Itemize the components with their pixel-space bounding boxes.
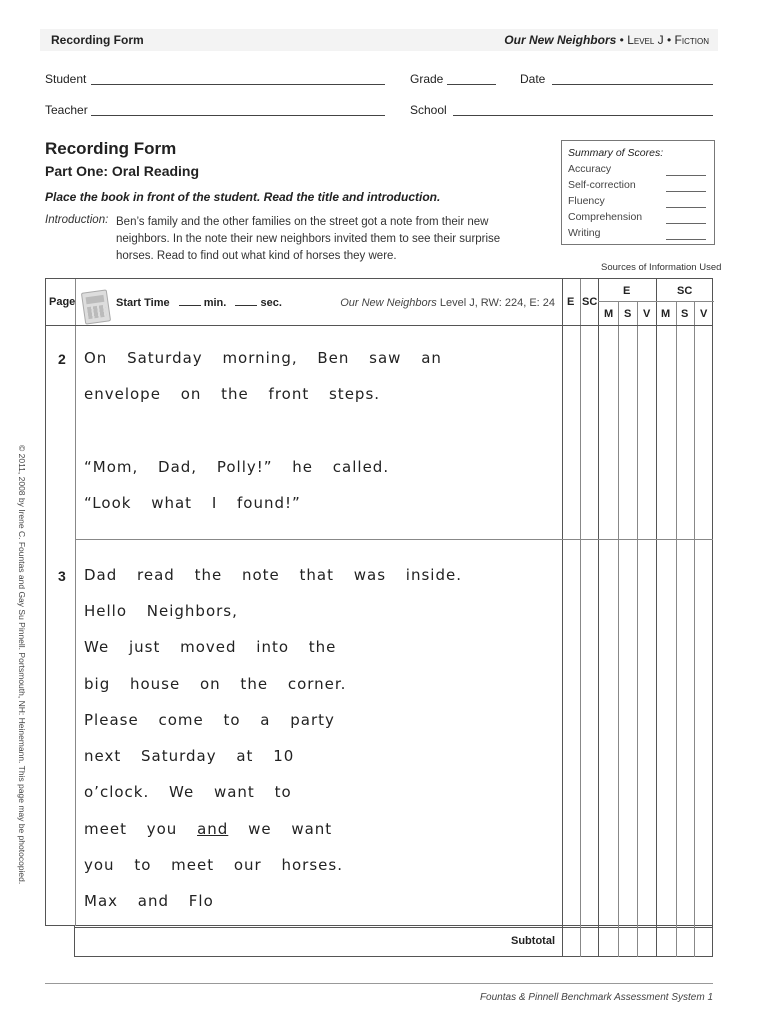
msv-m1: M (604, 308, 614, 320)
book-info-rest: Level J, RW: 224, E: 24 (439, 297, 555, 309)
summary-comprehension: Comprehension (568, 211, 643, 223)
student-label: Student (45, 72, 87, 86)
page-number-3: 3 (58, 568, 66, 584)
min-label: min. (203, 297, 227, 309)
subtotal-group-divider (656, 926, 657, 957)
grade-label: Grade (410, 72, 444, 86)
stopwatch-icon (81, 289, 111, 324)
text-line: Max and Flo (84, 892, 214, 910)
text-line: Dad read the note that was inside. (84, 566, 462, 584)
subtotal-m2-divider (676, 926, 677, 957)
footer-divider (45, 983, 713, 984)
msv-s2: S (681, 308, 689, 320)
text-line: On Saturday morning, Ben saw an (84, 349, 442, 367)
minutes-field[interactable] (179, 305, 201, 306)
subtotal-s2-divider (694, 926, 695, 957)
summary-title: Summary of Scores: (568, 147, 664, 159)
subtotal-m1-divider (618, 926, 619, 957)
header-book-title: Our New Neighbors (504, 33, 617, 47)
header-genre: Fiction (674, 33, 709, 47)
summary-accuracy: Accuracy (568, 163, 612, 175)
sec-label: sec. (260, 297, 282, 309)
summary-writing: Writing (568, 227, 601, 239)
text-line: o’clock. We want to (84, 783, 292, 801)
text-line: big house on the corner. (84, 675, 347, 693)
reading-record-table (45, 278, 713, 926)
copyright-notice: © 2011, 2008 by Irene C. Fountas and Gay Su Pinnell. Portsmouth, NH: Heinemann. This page may be photocopied. (17, 445, 27, 885)
page-title: Recording Form (45, 139, 177, 158)
introduction-label: Introduction: (45, 214, 109, 226)
page-col-header: Page (49, 296, 76, 308)
text-col-divider (562, 279, 563, 926)
summary-of-scores (561, 140, 715, 245)
book-info (340, 297, 555, 309)
header-bottom-line (46, 325, 713, 326)
e-group-header: E (623, 285, 631, 297)
text-line: you to meet our horses. (84, 856, 343, 874)
teacher-label: Teacher (45, 103, 88, 117)
student-field[interactable] (91, 84, 385, 85)
header-book-info (504, 33, 709, 47)
msv-s1: S (624, 308, 632, 320)
comprehension-field[interactable] (666, 223, 706, 224)
summary-fluency: Fluency (568, 195, 605, 207)
subtotal-row (74, 926, 713, 957)
group-divider (656, 279, 657, 926)
subtotal-s1-divider (637, 926, 638, 957)
subtotal-label: Subtotal (511, 935, 555, 947)
writing-field[interactable] (666, 239, 706, 240)
msv-m2: M (661, 308, 671, 320)
summary-self-correction: Self-correction (568, 179, 636, 191)
page-number-2: 2 (58, 351, 66, 367)
teacher-field[interactable] (91, 115, 385, 116)
e-col-header: E (567, 296, 575, 308)
text-line: Please come to a party (84, 711, 335, 729)
text-line: next Saturday at 10 (84, 747, 295, 765)
text-line: Hello Neighbors, (84, 602, 238, 620)
header-level: Level J (627, 33, 664, 47)
seconds-field[interactable] (235, 305, 257, 306)
m1-divider (618, 301, 619, 926)
msv-v2: V (700, 308, 708, 320)
subtotal-divider (562, 926, 563, 957)
start-time-label: Start Time (116, 297, 170, 309)
group-header-line (598, 301, 714, 302)
start-time (116, 297, 282, 309)
m2-divider (676, 301, 677, 926)
sources-label: Sources of Information Used (601, 262, 722, 273)
msv-v1: V (643, 308, 651, 320)
sc-col-header: SC (582, 296, 598, 308)
school-label: School (410, 103, 447, 117)
s2-divider (694, 301, 695, 926)
page-col-divider (75, 279, 76, 926)
text-line: meet you and we want (84, 820, 333, 838)
part-heading: Part One: Oral Reading (45, 163, 200, 179)
self-correction-field[interactable] (666, 191, 706, 192)
text-line: envelope on the front steps. (84, 385, 381, 403)
subtotal-sc-divider (598, 926, 599, 957)
sc-group-header: SC (677, 285, 693, 297)
s1-divider (637, 301, 638, 926)
e-col-divider (580, 279, 581, 926)
header-separator-2: • (667, 33, 672, 47)
date-field[interactable] (552, 84, 713, 85)
instruction-text: Place the book in front of the student. Read the title and introduction. (45, 190, 441, 204)
accuracy-field[interactable] (666, 175, 706, 176)
sc-col-divider (598, 279, 599, 926)
page-2-bottom-line (75, 539, 713, 540)
text-line: We just moved into the (84, 638, 337, 656)
grade-field[interactable] (447, 84, 496, 85)
subtotal-e-divider (580, 926, 581, 957)
header-form-label: Recording Form (51, 33, 144, 47)
book-info-title: Our New Neighbors (340, 297, 437, 309)
text-line: “Look what I found!” (84, 494, 301, 512)
footer-text: Fountas & Pinnell Benchmark Assessment System 1 (479, 992, 713, 1003)
school-field[interactable] (453, 115, 713, 116)
underlined-word: and (197, 820, 229, 838)
header-separator-1: • (619, 33, 624, 47)
date-label: Date (520, 72, 546, 86)
introduction-text: Ben’s family and the other families on the street got a note from their new neighbors. In the note their new neighbors invited them to see their surprise horses. Read to find out what kind of horses they were. (116, 216, 501, 262)
text-line: “Mom, Dad, Polly!” he called. (84, 458, 390, 476)
fluency-field[interactable] (666, 207, 706, 208)
